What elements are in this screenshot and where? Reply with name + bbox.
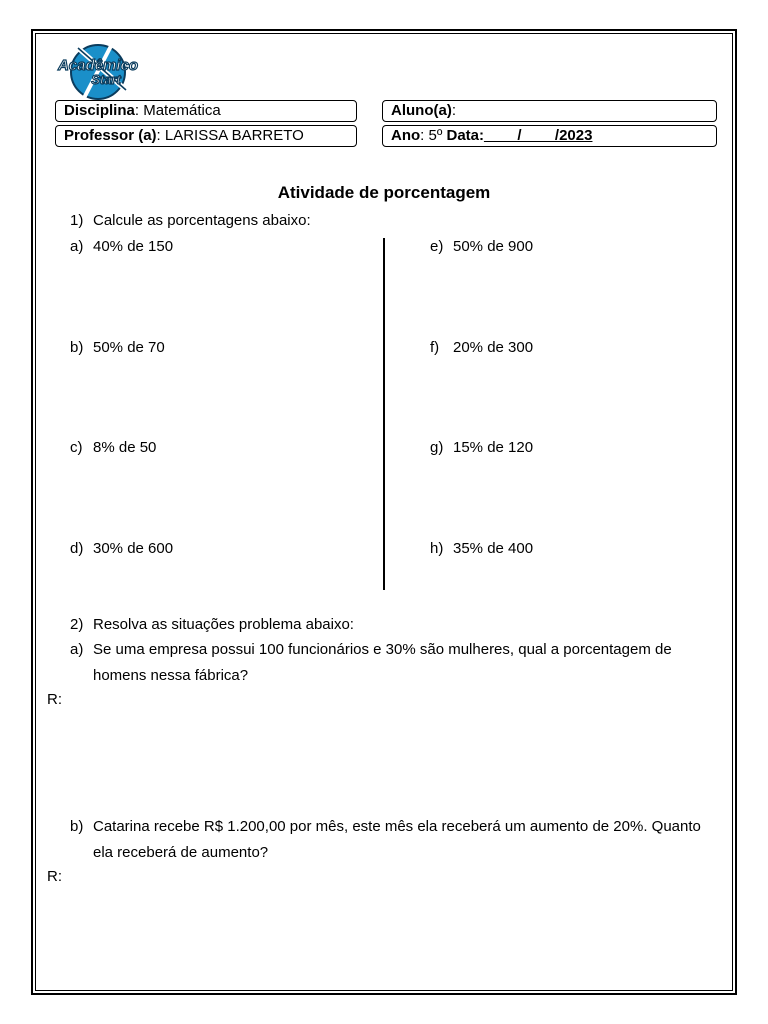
q1-item-text: 15% de 120	[453, 439, 534, 456]
disciplina-field	[55, 100, 357, 122]
q1-item-letter: a)	[70, 238, 84, 255]
svg-text:Start: Start	[91, 72, 121, 87]
q1-item-text: 50% de 900	[453, 238, 534, 255]
q1-item-text: 30% de 600	[93, 540, 174, 557]
q2-text: Resolva as situações problema abaixo:	[93, 616, 354, 633]
professor-field	[55, 125, 357, 147]
q1-item-letter: b)	[70, 339, 84, 356]
ano-value: : 5º	[420, 127, 447, 144]
aluno-label: Aluno(a)	[391, 102, 452, 119]
q2b-line1: Catarina recebe R$ 1.200,00 por mês, este mês ela receberá um aumento de 20%. Quanto	[93, 818, 701, 835]
q1-item-letter: h)	[430, 540, 444, 557]
data-label: Data:	[446, 127, 485, 144]
q2a-letter: a)	[70, 641, 84, 658]
disciplina-value: : Matemática	[134, 102, 221, 119]
disciplina-label: Disciplina	[64, 102, 135, 119]
q2b-line2: ela receberá de aumento?	[93, 844, 269, 861]
q1-item-text: 50% de 70	[93, 339, 165, 356]
q2b-letter: b)	[70, 818, 84, 835]
column-divider	[383, 238, 385, 590]
q1-item-letter: c)	[70, 439, 83, 456]
q1-item-text: 35% de 400	[453, 540, 534, 557]
q1-item-text: 40% de 150	[93, 238, 174, 255]
aluno-value: :	[451, 102, 456, 119]
q1-text: Calcule as porcentagens abaixo:	[93, 212, 311, 229]
q2a-answer-label: R:	[47, 691, 62, 708]
q2a-line2: homens nessa fábrica?	[93, 667, 249, 684]
q1-number: 1)	[70, 212, 84, 229]
q2-number: 2)	[70, 616, 84, 633]
q1-item-text: 8% de 50	[93, 439, 157, 456]
q1-item-letter: e)	[430, 238, 444, 255]
q1-item-text: 20% de 300	[453, 339, 534, 356]
data-value: ____/____/2023	[484, 127, 593, 144]
q2a-line1: Se uma empresa possui 100 funcionários e 30% são mulheres, qual a porcentagem de	[93, 641, 672, 658]
professor-value: : LARISSA BARRETO	[156, 127, 304, 144]
q1-item-letter: f)	[430, 339, 440, 356]
svg-text:Acadêmico: Acadêmico	[57, 57, 139, 74]
ano-data-field[interactable]	[382, 125, 717, 147]
q1-item-letter: g)	[430, 439, 444, 456]
aluno-field[interactable]	[382, 100, 717, 122]
professor-label: Professor (a)	[64, 127, 157, 144]
page-title: Atividade de porcentagem	[277, 183, 491, 202]
school-logo	[48, 38, 148, 102]
q1-item-letter: d)	[70, 540, 84, 557]
q2b-answer-label: R:	[47, 868, 62, 885]
ano-label: Ano	[391, 127, 421, 144]
